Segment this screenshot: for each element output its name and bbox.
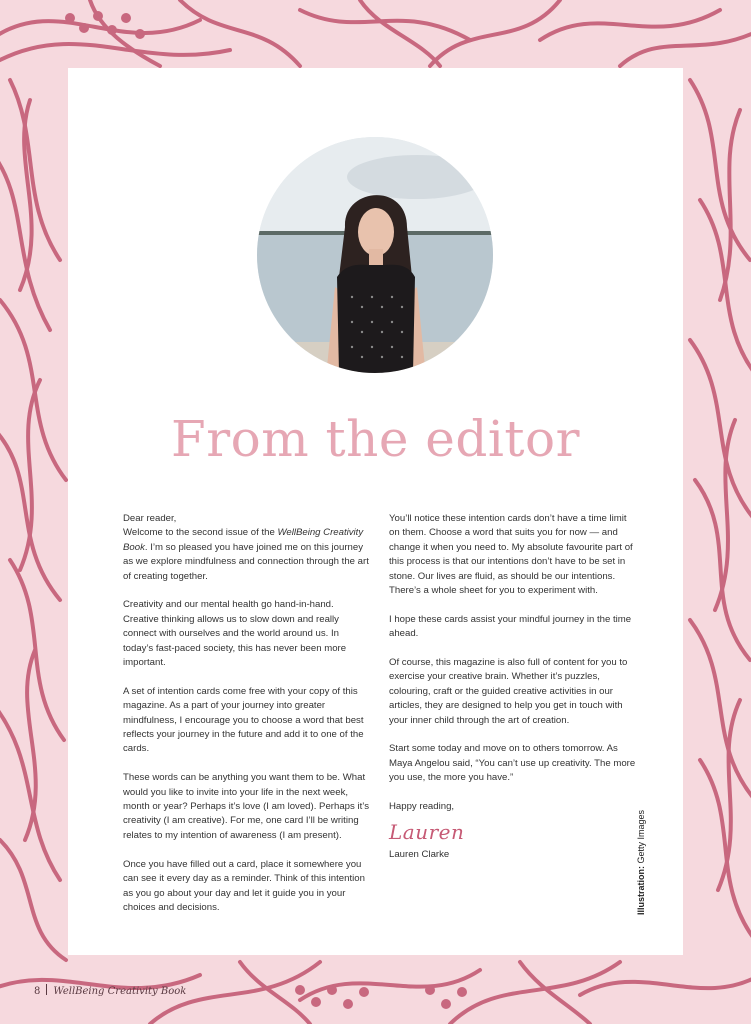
page-title: From the editor	[171, 410, 580, 468]
paragraph: You’ll notice these intention cards don’t have a time limit on them. Choose a word that suits you for now — and change it when you need to. My absolute favourite part of this process is that our intentions don’t have to be set in stone. Our lives are fluid, as should be our intentions. There’s a whole sheet for you to experiment with.	[389, 513, 633, 597]
closing-line: Happy reading,	[389, 801, 455, 813]
paragraph: Of course, this magazine is also full of content for you to exercise your creative brain. Whether it’s puzzles, colouring, craft or the guided creative activities in our articles, they are designed to help you get in touch with your inner child through the art of creation.	[389, 657, 628, 726]
page-footer	[34, 984, 186, 997]
paragraph: Once you have filled out a card, place it somewhere you can see it every day as a reminder. Think of this intention as you go about your day and let it guide you in your choices and decisions.	[123, 858, 365, 913]
footer-divider	[46, 984, 47, 995]
publication-name: WellBeing Creativity Book	[123, 527, 364, 553]
salutation: Dear reader,	[123, 513, 177, 524]
paragraph: I hope these cards assist your mindful journey in the time ahead.	[389, 613, 632, 640]
editor-name: Lauren Clarke	[389, 849, 450, 861]
paragraph: A set of intention cards come free with your copy of this magazine. As a part of your journey into greater mindfulness, I encourage you to choose a word that best reflects your journey in the future and add it to one of the cards.	[123, 685, 364, 755]
left-column	[123, 512, 371, 930]
editor-photo	[257, 137, 493, 373]
paragraph: Start some today and move on to others tomorrow. As Maya Angelou said, “You can’t use up creativity. The more you use, the more you have.”	[389, 743, 636, 784]
page-number: 8	[34, 986, 41, 997]
paragraph-greeting: Dear reader, Welcome to the second issue of the WellBeing Creativity Book. I’m so pleased you have joined me on this journey as we explore mindfulness and connection through the art of creating together.	[123, 513, 369, 582]
paragraph: These words can be anything you want them to be. What would you like to invite into your life in the next week, month or year? Perhaps it’s love (I am loved). Perhaps it’s creativity (I am creative). For me, one card I’ll be writing relates to my intention of awareness (I am present).	[123, 772, 369, 841]
footer-publication: WellBeing Creativity Book	[53, 986, 187, 997]
right-column	[389, 512, 637, 877]
signature: Lauren	[389, 820, 465, 845]
paragraph: Creativity and our mental health go hand-in-hand. Creative thinking allows us to slow down and really connect with ourselves and the world around us. In today’s fast-paced society, this has never been more important.	[123, 599, 347, 669]
illustration-credit: Illustration: Getty Images	[636, 809, 646, 915]
